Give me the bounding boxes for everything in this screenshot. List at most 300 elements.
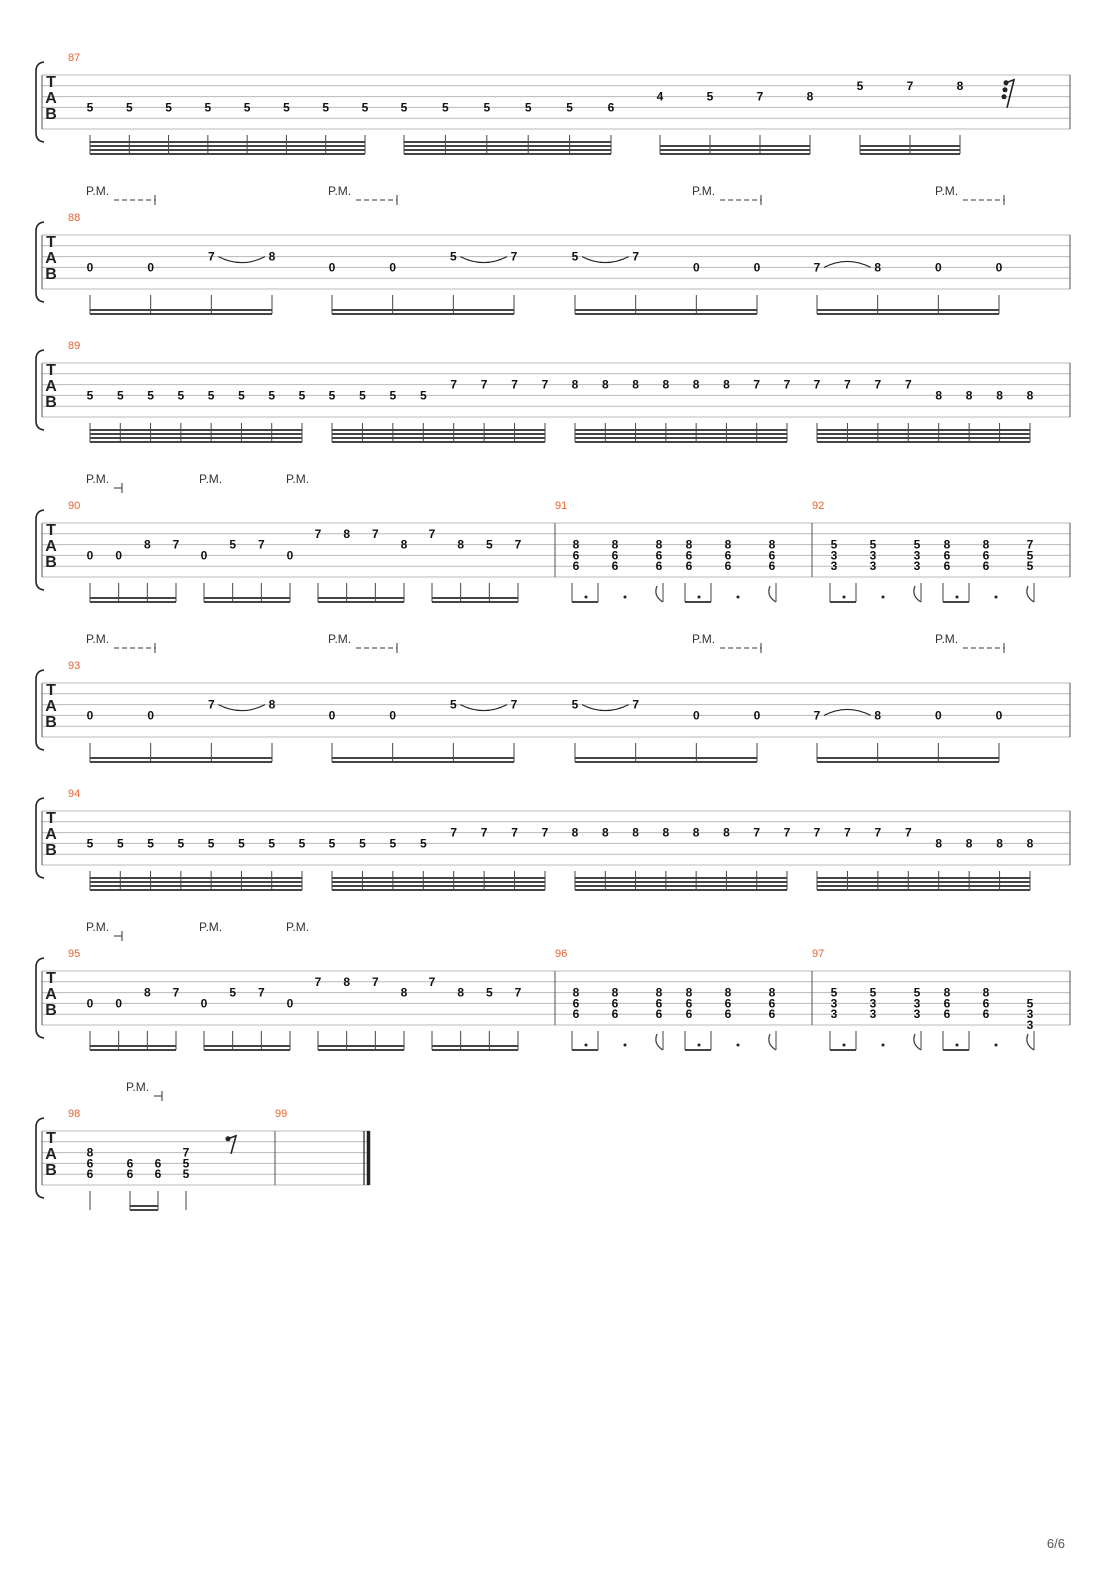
tab-clef-letter: T [46,970,56,987]
fret-number: 5 [419,388,427,403]
tab-clef-letter: T [46,810,56,827]
fret-number: 8 [632,825,639,840]
fret-number: 3 [913,1007,921,1022]
tab-clef-letter: T [46,74,56,91]
fret-number: 6 [611,996,619,1011]
palm-mute-label: P.M. [286,472,310,486]
palm-mute-label: P.M. [286,920,310,934]
tie [218,257,265,263]
fret-number: 0 [389,260,397,275]
fret-number: 5 [207,836,215,851]
tie [460,257,507,263]
fret-number: 0 [328,708,336,723]
measure-number: 91 [555,500,568,512]
fret-number: 0 [115,548,123,563]
page-number: 6/6 [1046,1536,1065,1551]
fret-number: 6 [655,559,663,574]
fret-number: 8 [982,537,990,552]
fret-number: 7 [510,249,518,264]
fret-number: 8 [692,825,700,840]
fret-number: 3 [830,559,838,574]
fret-number: 3 [869,1007,877,1022]
fret-number: 6 [126,1167,134,1182]
measure-number: 99 [275,1108,288,1120]
fret-number: 0 [115,996,123,1011]
fret-number: 6 [685,1007,693,1022]
tab-clef-letter: B [45,1002,57,1019]
fret-number: 6 [154,1156,162,1171]
fret-number: 6 [982,1007,990,1022]
fret-number: 6 [685,548,693,563]
fret-number: 6 [768,548,776,563]
fret-number: 8 [768,985,776,1000]
tab-clef-letter: A [45,90,57,107]
rest-symbol [1002,94,1007,99]
fret-number: 0 [753,708,761,723]
tie [218,705,265,711]
fret-number: 8 [996,836,1003,851]
fret-number: 7 [904,825,912,840]
fret-number: 5 [204,100,212,115]
fret-number: 5 [147,388,154,403]
tab-clef-letter: T [46,234,56,251]
palm-mute-label: P.M. [935,632,959,646]
fret-number: 3 [869,996,877,1011]
tab-clef-letter: A [45,538,57,555]
fret-number: 8 [1026,836,1034,851]
fret-number: 6 [154,1167,162,1182]
measure-number: 90 [68,500,81,512]
fret-number: 7 [844,825,851,840]
fret-number: 5 [86,836,94,851]
measure-number: 95 [68,948,81,960]
fret-number: 5 [856,78,864,93]
tab-clef-letter: B [45,394,57,411]
fret-number: 5 [328,836,336,851]
system-bracket [36,1118,44,1198]
fret-number: 7 [428,526,436,541]
fret-number: 5 [268,836,276,851]
fret-number: 7 [314,974,322,989]
fret-number: 3 [830,996,838,1011]
fret-number: 7 [753,825,761,840]
system-bracket [36,62,44,142]
fret-number: 5 [571,697,579,712]
fret-number: 5 [449,697,457,712]
fret-number: 0 [200,548,208,563]
fret-number: 7 [756,89,764,104]
fret-number: 5 [524,100,532,115]
fret-number: 0 [286,548,294,563]
fret-number: 5 [913,537,921,552]
fret-number: 5 [207,388,215,403]
fret-number: 7 [874,825,882,840]
rhythm-dot [585,596,588,599]
system-bracket [36,958,44,1038]
fret-number: 5 [298,388,306,403]
fret-number: 8 [662,377,670,392]
palm-mute-label: P.M. [692,632,716,646]
fret-number: 8 [86,1145,94,1160]
fret-number: 5 [1026,548,1034,563]
palm-mute-label: P.M. [86,632,110,646]
fret-number: 8 [343,526,351,541]
fret-number: 7 [514,985,522,1000]
fret-number: 8 [982,985,990,1000]
measure-number: 98 [68,1108,81,1120]
rhythm-dot [995,1044,998,1047]
fret-number: 8 [655,537,663,552]
fret-number: 3 [913,548,921,563]
fret-number: 7 [207,697,215,712]
fret-number: 5 [389,836,397,851]
rhythm-dot [956,1044,959,1047]
fret-number: 5 [283,100,290,115]
tab-clef-letter: A [45,1146,57,1163]
palm-mute-label: P.M. [199,472,223,486]
fret-number: 5 [483,100,491,115]
rhythm-dot [624,1044,627,1047]
fret-number: 5 [830,537,838,552]
fret-number: 7 [813,260,821,275]
fret-number: 5 [449,249,457,264]
fret-number: 5 [869,537,877,552]
tie [582,257,629,263]
fret-number: 6 [982,996,990,1011]
fret-number: 8 [457,985,465,1000]
fret-number: 5 [706,89,714,104]
fret-number: 5 [361,100,369,115]
fret-number: 6 [943,548,951,563]
tie [582,705,629,711]
fret-number: 5 [86,388,94,403]
tie [824,709,871,715]
fret-number: 8 [601,825,609,840]
note-flag [1027,1034,1034,1050]
fret-number: 7 [813,708,821,723]
fret-number: 7 [257,985,265,1000]
fret-number: 0 [86,260,94,275]
fret-number: 5 [328,388,336,403]
fret-number: 8 [268,249,276,264]
fret-number: 6 [685,559,693,574]
fret-number: 6 [572,559,580,574]
fret-number: 5 [116,388,124,403]
fret-number: 8 [400,985,408,1000]
fret-number: 0 [995,708,1003,723]
palm-mute-label: P.M. [86,472,110,486]
palm-mute-label: P.M. [86,920,110,934]
rhythm-dot [737,596,740,599]
fret-number: 5 [359,388,366,403]
fret-number: 0 [934,260,942,275]
fret-number: 3 [869,559,877,574]
fret-number: 8 [457,537,465,552]
fret-number: 5 [177,836,185,851]
rhythm-dot [698,1044,701,1047]
fret-number: 5 [571,249,579,264]
note-flag [769,586,776,602]
fret-number: 8 [143,537,151,552]
fret-number: 6 [611,559,619,574]
tab-clef-letter: T [46,1130,56,1147]
fret-number: 7 [172,537,180,552]
fret-number: 7 [257,537,265,552]
fret-number: 3 [913,996,921,1011]
fret-number: 3 [1026,1018,1034,1032]
system-bracket [36,670,44,750]
fret-number: 7 [480,377,488,392]
fret-number: 5 [566,100,573,115]
fret-number: 8 [143,985,151,1000]
palm-mute-label: P.M. [692,184,716,198]
palm-mute-label: P.M. [328,632,352,646]
fret-number: 5 [243,100,251,115]
fret-number: 7 [783,825,791,840]
fret-number: 8 [724,537,732,552]
fret-number: 7 [511,377,518,392]
fret-number: 7 [904,377,912,392]
fret-number: 8 [956,78,964,93]
fret-number: 8 [611,985,619,1000]
fret-number: 5 [913,985,921,1000]
fret-number: 8 [692,377,700,392]
fret-number: 7 [480,825,488,840]
fret-number: 7 [844,377,851,392]
measure-number: 97 [812,948,825,960]
fret-number: 7 [632,697,640,712]
fret-number: 0 [753,260,761,275]
rhythm-dot [843,596,846,599]
fret-number: 8 [572,985,580,1000]
fret-number: 0 [86,548,94,563]
system-bracket [36,798,44,878]
fret-number: 5 [442,100,449,115]
tab-clef-letter: A [45,826,57,843]
fret-number: 5 [869,985,877,1000]
fret-number: 6 [655,996,663,1011]
rhythm-dot [956,596,959,599]
tab-clef-letter: T [46,362,56,379]
fret-number: 6 [685,996,693,1011]
fret-number: 3 [869,548,877,563]
fret-number: 5 [116,836,124,851]
tab-clef-letter: B [45,266,57,283]
tab-clef-letter: B [45,714,57,731]
measure-number: 89 [68,340,81,352]
fret-number: 5 [419,836,427,851]
fret-number: 6 [655,548,663,563]
fret-number: 6 [943,559,951,574]
fret-number: 8 [874,708,882,723]
system-bracket [36,510,44,590]
palm-mute-label: P.M. [328,184,352,198]
fret-number: 7 [450,825,458,840]
fret-number: 7 [207,249,215,264]
fret-number: 0 [200,996,208,1011]
fret-number: 5 [400,100,408,115]
fret-number: 6 [86,1167,94,1182]
system-bracket [36,222,44,302]
fret-number: 8 [935,388,943,403]
fret-number: 0 [86,996,94,1011]
fret-number: 8 [874,260,882,275]
fret-number: 7 [813,825,821,840]
fret-number: 3 [1026,1007,1034,1022]
note-flag [1027,586,1034,602]
fret-number: 6 [943,996,951,1011]
measure-number: 88 [68,212,81,224]
fret-number: 6 [572,1007,580,1022]
rhythm-dot [843,1044,846,1047]
fret-number: 8 [724,985,732,1000]
fret-number: 8 [965,388,973,403]
fret-number: 7 [541,825,549,840]
fret-number: 5 [125,100,133,115]
fret-number: 6 [982,559,990,574]
measure-number: 94 [68,788,81,800]
fret-number: 7 [753,377,761,392]
rhythm-dot [585,1044,588,1047]
fret-number: 5 [485,985,493,1000]
fret-number: 8 [996,388,1003,403]
measure-number: 93 [68,660,81,672]
fret-number: 5 [830,985,838,1000]
tab-clef-letter: A [45,250,57,267]
fret-number: 7 [371,526,379,541]
fret-number: 8 [655,985,663,1000]
fret-number: 4 [656,89,664,104]
fret-number: 7 [314,526,322,541]
tab-clef-letter: A [45,986,57,1003]
fret-number: 5 [322,100,330,115]
fret-number: 5 [182,1156,190,1171]
fret-number: 0 [147,260,155,275]
fret-number: 6 [724,548,732,563]
fret-number: 7 [450,377,458,392]
rhythm-dot [882,1044,885,1047]
fret-number: 5 [485,537,493,552]
fret-number: 6 [768,1007,776,1022]
note-flag [914,1034,921,1050]
fret-number: 7 [510,697,518,712]
fret-number: 5 [165,100,172,115]
fret-number: 7 [428,974,436,989]
fret-number: 7 [514,537,522,552]
fret-number: 5 [389,388,397,403]
fret-number: 5 [268,388,276,403]
fret-number: 8 [965,836,973,851]
fret-number: 6 [86,1156,94,1171]
fret-number: 0 [86,708,94,723]
fret-number: 8 [943,537,951,552]
fret-number: 6 [611,548,619,563]
fret-number: 7 [371,974,379,989]
fret-number: 0 [147,708,155,723]
fret-number: 6 [943,1007,951,1022]
fret-number: 7 [813,377,821,392]
tie [460,705,507,711]
fret-number: 8 [806,89,814,104]
rest-symbol [228,1136,236,1154]
rhythm-dot [698,596,701,599]
rhythm-dot [624,596,627,599]
fret-number: 5 [359,836,366,851]
fret-number: 5 [147,836,154,851]
tab-clef-letter: B [45,106,57,123]
note-flag [656,586,663,602]
fret-number: 6 [768,996,776,1011]
fret-number: 0 [995,260,1003,275]
fret-number: 8 [611,537,619,552]
fret-number: 7 [906,78,914,93]
tab-clef-letter: B [45,554,57,571]
fret-number: 8 [632,377,639,392]
fret-number: 8 [685,985,693,1000]
fret-number: 8 [601,377,609,392]
fret-number: 0 [286,996,294,1011]
fret-number: 6 [724,1007,732,1022]
system-bracket [36,350,44,430]
fret-number: 7 [1026,537,1034,552]
rhythm-dot [995,596,998,599]
tab-clef-letter: T [46,522,56,539]
fret-number: 8 [268,697,276,712]
note-flag [914,586,921,602]
fret-number: 8 [662,825,670,840]
tie [824,261,871,267]
fret-number: 8 [935,836,943,851]
fret-number: 7 [511,825,518,840]
fret-number: 6 [611,1007,619,1022]
measure-number: 96 [555,948,568,960]
rest-symbol [1003,87,1008,92]
note-flag [656,1034,663,1050]
tab-clef-letter: T [46,682,56,699]
fret-number: 8 [723,825,730,840]
fret-number: 6 [724,559,732,574]
fret-number: 5 [238,388,245,403]
tab-clef-letter: B [45,842,57,859]
fret-number: 6 [572,548,580,563]
palm-mute-label: P.M. [935,184,959,198]
measure-number: 87 [68,52,81,64]
fret-number: 3 [913,559,921,574]
rhythm-dot [882,596,885,599]
fret-number: 7 [182,1145,190,1160]
rhythm-dot [737,1044,740,1047]
fret-number: 0 [328,260,336,275]
fret-number: 5 [229,985,237,1000]
tab-clef-letter: A [45,378,57,395]
tab-clef-letter: A [45,698,57,715]
fret-number: 6 [982,548,990,563]
fret-number: 6 [607,100,615,115]
fret-number: 8 [1026,388,1034,403]
note-flag [769,1034,776,1050]
fret-number: 7 [541,377,549,392]
tab-clef-letter: B [45,1162,57,1179]
fret-number: 8 [685,537,693,552]
fret-number: 5 [177,388,185,403]
palm-mute-label: P.M. [126,1080,150,1094]
fret-number: 3 [830,548,838,563]
fret-number: 6 [572,996,580,1011]
measure-number: 92 [812,500,825,512]
fret-number: 6 [655,1007,663,1022]
fret-number: 5 [86,100,94,115]
fret-number: 7 [632,249,640,264]
